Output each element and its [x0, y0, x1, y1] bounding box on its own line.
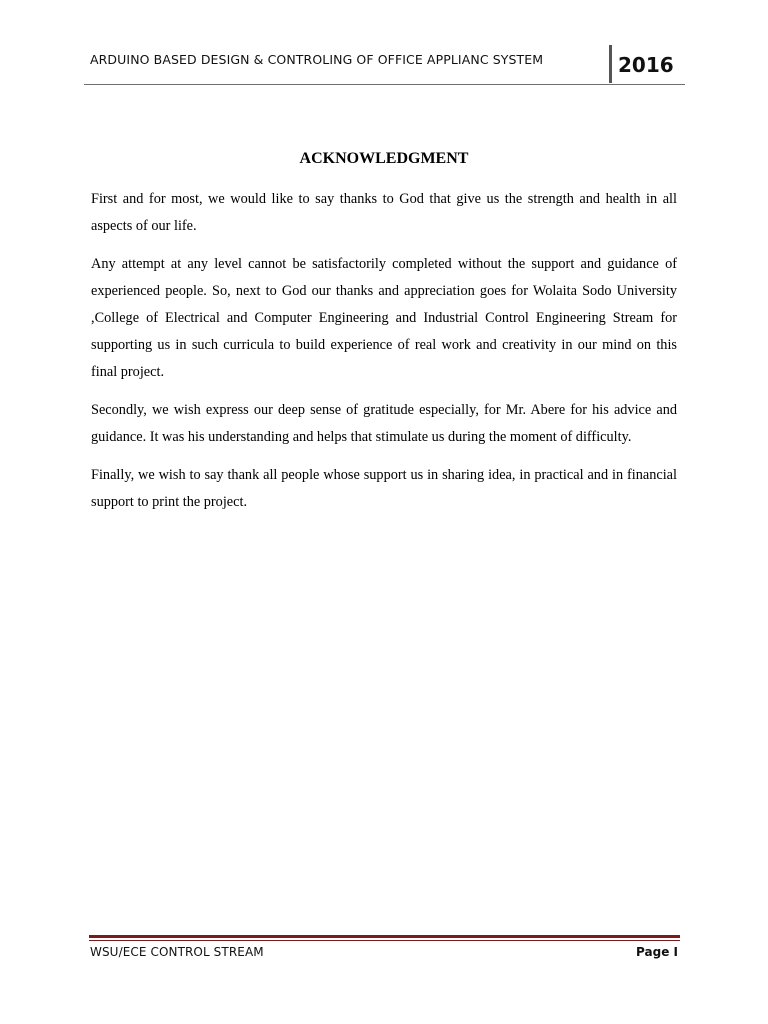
footer-rule-thick — [89, 935, 680, 938]
header-divider — [609, 45, 612, 83]
footer-rule-thin — [89, 940, 680, 941]
paragraph: Any attempt at any level cannot be satisfactorily completed without the support and guidance of experienced people. So, next to God our thanks and appreciation goes for Wolaita Sodo University ,College of Electrical and Computer Engineering and Industrial Control Engineering Stream for supporting us in such curricula to build experience of real work and creativity in our mind on this final project. — [91, 256, 677, 380]
header-rule — [84, 84, 685, 85]
acknowledgment-body — [91, 186, 677, 527]
header-year: 2016 — [618, 53, 674, 77]
footer-label: WSU/ECE CONTROL STREAM — [90, 945, 264, 959]
page-number: Page I — [636, 945, 678, 959]
page-title: ACKNOWLEDGMENT — [299, 150, 469, 167]
paragraph: First and for most, we would like to say thanks to God that give us the strength and health in all aspects of our life. — [91, 191, 677, 234]
paragraph: Secondly, we wish express our deep sense of gratitude especially, for Mr. Abere for his advice and guidance. It was his understanding and helps that stimulate us during the moment of difficulty. — [91, 402, 677, 445]
paragraph: Finally, we wish to say thank all people whose support us in sharing idea, in practical and in financial support to print the project. — [91, 467, 677, 510]
header-title: ARDUINO BASED DESIGN & CONTROLING OF OFFICE APPLIANC SYSTEM — [90, 52, 544, 67]
